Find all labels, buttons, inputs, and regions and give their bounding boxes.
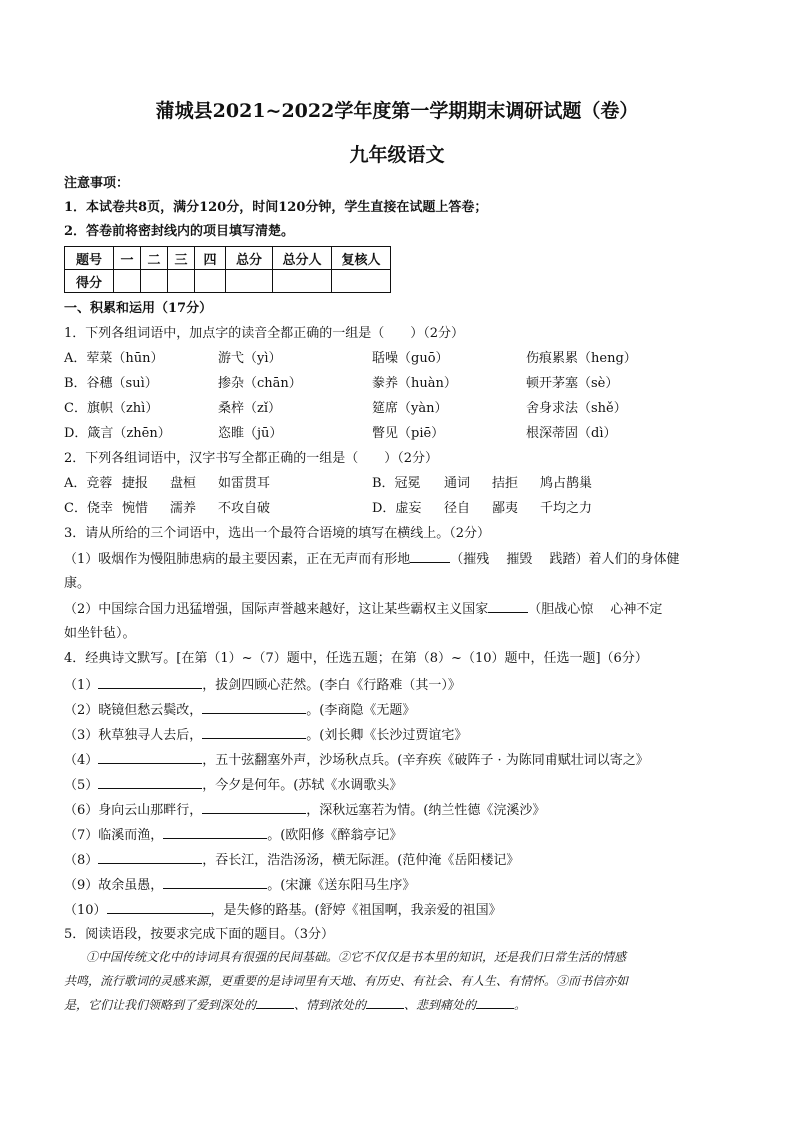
q4-item bbox=[64, 801, 545, 820]
q1-option-c: C．旗帜（zhì） bbox=[64, 401, 159, 416]
table-cell: 总分人 bbox=[273, 247, 332, 270]
answer-blank[interactable] bbox=[476, 996, 514, 1009]
q4-text: ，吞长江，浩浩汤汤，横无际涯。(范仲淹《岳阳楼记》 bbox=[202, 853, 520, 868]
score-cell[interactable] bbox=[273, 270, 332, 293]
section-heading: 一、积累和运用（17分） bbox=[64, 301, 213, 316]
answer-blank[interactable] bbox=[163, 826, 267, 839]
q4-text: ，今夕是何年。(苏轼《水调歌头》 bbox=[202, 778, 403, 793]
passage-text: 。 bbox=[514, 998, 527, 1012]
q3-text: 如坐针毡）。 bbox=[64, 626, 136, 641]
question-3-stem: 3．请从所给的三个词语中，选出一个最符合语境的填写在横线上。（2分） bbox=[64, 526, 491, 541]
answer-blank[interactable] bbox=[98, 776, 202, 789]
question-4-stem: 4．经典诗文默写。[在第（1）~（7）题中，任选五题；在第（8）~（10）题中，任选一题]（6分） bbox=[64, 651, 648, 666]
score-cell[interactable] bbox=[195, 270, 226, 293]
q4-item bbox=[64, 826, 402, 845]
passage-line bbox=[64, 945, 736, 969]
q1-option-d: 瞥见（piē） bbox=[372, 426, 445, 441]
q3-text: （2）中国综合国力迅猛增强，国际声誉越来越好，这让某些霸权主义国家 bbox=[64, 602, 489, 617]
q2-option-b bbox=[372, 475, 592, 493]
q3-sentence-2 bbox=[64, 600, 662, 619]
q4-text: （6）身向云山那畔行， bbox=[64, 803, 203, 818]
q4-text: （10） bbox=[64, 903, 107, 918]
score-cell[interactable] bbox=[226, 270, 273, 293]
table-cell: 题号 bbox=[65, 247, 114, 270]
answer-blank[interactable] bbox=[488, 600, 528, 613]
q4-text: （4） bbox=[64, 753, 99, 768]
answer-blank[interactable] bbox=[98, 851, 202, 864]
q4-item bbox=[64, 876, 415, 895]
question-2-stem: 2．下列各组词语中，汉字书写全都正确的一组是（ ）（2分） bbox=[64, 451, 439, 466]
q4-text: ，五十弦翻塞外声，沙场秋点兵。(辛弃疾《破阵子 · 为陈同甫赋壮词以寄之》 bbox=[202, 753, 649, 768]
q2-word: 鄙夷 bbox=[492, 501, 519, 516]
q3-text: 康。 bbox=[64, 576, 91, 591]
score-table-header-row bbox=[65, 247, 391, 270]
q2-word: D．虚妄 bbox=[372, 501, 422, 516]
q4-item bbox=[64, 751, 649, 770]
q4-item bbox=[64, 901, 502, 920]
answer-blank[interactable] bbox=[98, 676, 202, 689]
question-5-stem: 5．阅读语段，按要求完成下面的题目。（3分） bbox=[64, 927, 335, 942]
q3-text: （摧残 摧毁 践踏）着人们的身体健 bbox=[450, 552, 680, 567]
q2-option-a bbox=[64, 475, 270, 493]
q2-word: C．侥幸 bbox=[64, 501, 113, 516]
q2-word: 惋惜 bbox=[122, 501, 149, 516]
q1-option-d: 根深蒂固（dì） bbox=[526, 426, 617, 441]
q4-text: 。(欧阳修《醉翁亭记》 bbox=[267, 828, 403, 843]
q2-word: 濡养 bbox=[170, 501, 197, 516]
q4-text: （2）晓镜但愁云鬓改， bbox=[64, 703, 203, 718]
q4-text: 。(宋濂《送东阳马生序》 bbox=[267, 878, 416, 893]
question-1-stem: 1．下列各组词语中，加点字的读音全都正确的一组是（ ）（2分） bbox=[64, 326, 465, 341]
score-cell[interactable] bbox=[168, 270, 195, 293]
q1-option-b: B．谷穗（suì） bbox=[64, 376, 158, 391]
q1-option-a: 游弋（yì） bbox=[218, 351, 282, 366]
passage-line bbox=[64, 993, 736, 1017]
q1-option-a: A．荤菜（hūn） bbox=[64, 351, 164, 366]
score-cell[interactable] bbox=[141, 270, 168, 293]
q3-text: （1）吸烟作为慢阻肺患病的最主要因素，正在无声而有形地 bbox=[64, 552, 411, 567]
q2-option-d bbox=[372, 500, 592, 518]
exam-subtitle: 九年级语文 bbox=[349, 144, 445, 166]
score-cell[interactable] bbox=[332, 270, 391, 293]
q4-item bbox=[64, 776, 402, 795]
q1-option-c: 筵席（yàn） bbox=[372, 401, 448, 416]
answer-blank[interactable] bbox=[202, 726, 306, 739]
table-cell: 一 bbox=[114, 247, 141, 270]
answer-blank[interactable] bbox=[202, 701, 306, 714]
table-cell: 四 bbox=[195, 247, 226, 270]
passage-text: 、悲到痛处的 bbox=[404, 998, 477, 1012]
q4-text: ，拔剑四顾心茫然。(李白《行路难（其一）》 bbox=[202, 678, 461, 693]
q2-word: 通词 bbox=[444, 476, 471, 491]
notice-item-2: 2．答卷前将密封线内的项目填写清楚。 bbox=[64, 224, 295, 239]
q4-text: （9）故余虽愚， bbox=[64, 878, 164, 893]
q4-item bbox=[64, 726, 467, 745]
q2-word: 拮拒 bbox=[492, 476, 519, 491]
q2-word: 不攻自破 bbox=[218, 501, 271, 516]
q4-item bbox=[64, 676, 461, 695]
q4-item bbox=[64, 701, 415, 720]
q4-text: （3）秋草独寻人去后， bbox=[64, 728, 203, 743]
q4-text: （1） bbox=[64, 678, 99, 693]
q2-word: 径自 bbox=[444, 501, 471, 516]
q4-text: （7）临溪而渔， bbox=[64, 828, 164, 843]
q4-text: 。(李商隐《无题》 bbox=[306, 703, 416, 718]
passage-text: 、情到浓处的 bbox=[294, 998, 367, 1012]
table-cell: 复核人 bbox=[332, 247, 391, 270]
table-cell: 得分 bbox=[65, 270, 114, 293]
q2-word: B．冠冕 bbox=[372, 476, 421, 491]
answer-blank[interactable] bbox=[98, 751, 202, 764]
answer-blank[interactable] bbox=[202, 801, 306, 814]
q1-option-d: 恣睢（jū） bbox=[218, 426, 283, 441]
q1-option-b: 豢养（huàn） bbox=[372, 376, 457, 391]
score-table bbox=[64, 246, 391, 293]
q1-option-c: 桑梓（zǐ） bbox=[218, 401, 282, 416]
reading-passage bbox=[64, 945, 736, 1017]
answer-blank[interactable] bbox=[256, 996, 294, 1009]
table-cell: 二 bbox=[141, 247, 168, 270]
passage-text: 是，它们让我们领略到了爱到深处的 bbox=[64, 998, 257, 1012]
answer-blank[interactable] bbox=[107, 901, 211, 914]
answer-blank[interactable] bbox=[366, 996, 404, 1009]
q4-item bbox=[64, 851, 519, 870]
q2-word: 捷报 bbox=[122, 476, 149, 491]
q4-text: （8） bbox=[64, 853, 99, 868]
notice-heading: 注意事项： bbox=[64, 176, 130, 191]
q4-text: ，是失修的路基。(舒婷《祖国啊，我亲爱的祖国》 bbox=[210, 903, 502, 918]
answer-blank[interactable] bbox=[410, 550, 450, 563]
answer-blank[interactable] bbox=[163, 876, 267, 889]
q1-option-a: 聒噪（guō） bbox=[372, 351, 449, 366]
q1-option-c: 舍身求法（shě） bbox=[526, 401, 627, 416]
q4-text: （5） bbox=[64, 778, 99, 793]
q1-option-a: 伤痕累累（heng） bbox=[526, 351, 637, 366]
q4-text: ，深秋远塞若为情。(纳兰性德《浣溪沙》 bbox=[306, 803, 546, 818]
q2-word: 盘桓 bbox=[170, 476, 197, 491]
notice-item-1: 1．本试卷共8页，满分120分，时间120分钟，学生直接在试题上答卷； bbox=[64, 200, 488, 215]
q2-word: 千均之力 bbox=[540, 501, 593, 516]
q1-option-b: 顿开茅塞（sè） bbox=[526, 376, 619, 391]
q2-word: A．竞蓉 bbox=[64, 476, 113, 491]
q2-word: 如雷贯耳 bbox=[218, 476, 271, 491]
q3-text: （胆战心惊 心神不定 bbox=[528, 602, 663, 617]
exam-title: 蒲城县2021~2022学年度第一学期期末调研试题（卷） bbox=[155, 100, 639, 122]
table-cell: 总分 bbox=[226, 247, 273, 270]
q3-sentence-1 bbox=[64, 550, 680, 569]
q2-option-c bbox=[64, 500, 270, 518]
q1-option-b: 掺杂（chān） bbox=[218, 376, 302, 391]
passage-line: 共鸣，流行歌词的灵感来源，更重要的是诗词里有天地、有历史、有社会、有人生、有情怀。③而书信亦如 bbox=[64, 974, 629, 988]
score-cell[interactable] bbox=[114, 270, 141, 293]
q2-word: 鸠占鹊巢 bbox=[540, 476, 593, 491]
table-cell: 三 bbox=[168, 247, 195, 270]
q4-text: 。(刘长卿《长沙过贾谊宅》 bbox=[306, 728, 468, 743]
q1-option-d: D．箴言（zhēn） bbox=[64, 426, 171, 441]
score-table-score-row bbox=[65, 270, 391, 293]
passage-text: ①中国传统文化中的诗词具有很强的民间基础。②它不仅仅是书本里的知识，还是我们日常生活的情感 bbox=[86, 950, 627, 964]
